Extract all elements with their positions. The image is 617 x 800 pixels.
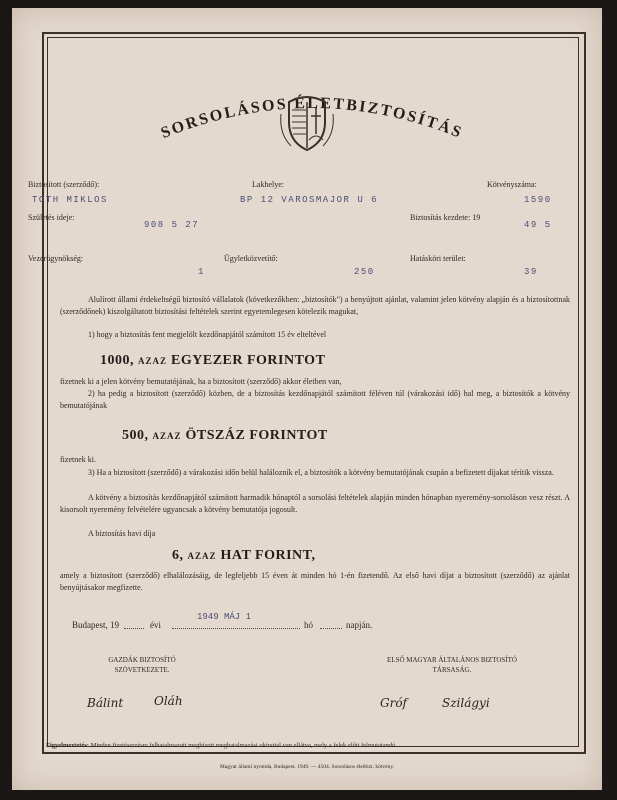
clause-3: 3) Ha a biztosított (szerződő) a várakozási időn belül halálozník el, a biztosítók a kötvény bemutatójának csupán a befizetett díjakat térítik vissza. bbox=[88, 468, 554, 477]
date-stamp: 1949 MÁJ 1 bbox=[197, 612, 252, 622]
month-dots bbox=[172, 628, 300, 629]
birth-year-value: 908 5 27 bbox=[144, 220, 200, 230]
insured-value: TOTH MIKLOS bbox=[32, 195, 108, 205]
year-dots bbox=[124, 628, 144, 629]
residence-value: BP 12 VAROSMAJOR U 6 bbox=[240, 195, 379, 205]
clause-2: 2) ha pedig a biztosított (szerződő) közben, de a biztosítás kezdőnapjától számított féléven túl (várakozási idő) hal meg, a biztosítók a kötvény bemutatójának bbox=[60, 389, 570, 410]
policy-number-value: 1590 bbox=[524, 195, 552, 205]
signatory-left: GAZDÁK BIZTOSÍTÓ SZÖVETKEZETE. bbox=[108, 656, 176, 674]
clause-2b: fizetnek ki. bbox=[60, 455, 96, 464]
monthly-fee-label: A biztosítás havi díja bbox=[88, 529, 156, 538]
clause-1: 1) hogy a biztosítás fent megjelölt kezdőnapjától számított 15 év elteltével bbox=[88, 330, 327, 339]
area-label: Hatásköri terület: bbox=[410, 254, 466, 263]
amount-1-words: EGYEZER FORINTOT bbox=[171, 353, 326, 368]
area-value: 39 bbox=[524, 267, 538, 277]
agent-label: Ügyletközvetítő: bbox=[224, 254, 278, 263]
date-city: Budapest, 19 bbox=[72, 620, 119, 630]
date-month-suffix: hó bbox=[304, 620, 313, 630]
amount-3-words: HAT FORINT, bbox=[220, 548, 316, 563]
signature-left-1: Bálint bbox=[87, 696, 124, 710]
policy-document bbox=[12, 8, 602, 790]
printer-line: Magyar állami nyomda, Budapest. 1949. — 4504. Sorsolásos életbizt. kötvény. bbox=[219, 764, 395, 770]
signature-right-1: Gróf bbox=[380, 696, 407, 710]
amount-2-words: ÖTSZÁZ FORINTOT bbox=[185, 428, 328, 443]
start-label: Biztosítás kezdete: 19 bbox=[410, 213, 481, 222]
amount-1-heading bbox=[100, 353, 325, 369]
date-year-suffix: évi bbox=[150, 620, 161, 630]
warning-label: Figyelmeztetés: bbox=[46, 742, 89, 749]
amount-2-azaz: AZAZ bbox=[152, 431, 182, 441]
clause-1b: fizetnek ki a jelen kötvény bemutatójának, ha a biztosított (szerződő) akkor életben van, bbox=[60, 377, 342, 386]
agency-value: 1 bbox=[198, 267, 205, 277]
amount-3-number: 6, bbox=[172, 548, 184, 563]
warning-line bbox=[46, 742, 397, 749]
amount-2-heading bbox=[122, 428, 328, 444]
warning-text: Minden fizetéserzésre felhatalmazott megbízott meghatalmazási okirattal van ellátva, mely a felek előtt felmutatandó. bbox=[90, 742, 398, 749]
clause-5: amely a biztosított (szerződő) elhalálozásáig, de legfeljebb 15 éven át minden hó 1-én fizetendő. Az első havi díjat a biztosított (szerződő) az ajánlat benyújtásakor megfizette. bbox=[60, 571, 570, 592]
title-text: SORSOLÁSOS ÉLETBIZTOSÍTÁS bbox=[158, 94, 466, 143]
amount-3-heading bbox=[172, 548, 315, 564]
residence-label: Lakhelye: bbox=[252, 180, 284, 189]
amount-3-azaz: AZAZ bbox=[187, 551, 217, 561]
amount-2-number: 500, bbox=[122, 428, 149, 443]
intro-paragraph: Alulírott állami érdekeltségű biztosító vállalatok (következőkben: „biztosítók") a benyújtott ajánlat, valamint jelen kötvény alapján és a biztosítottnak (szerződőnek) kiszolgáltatott biztosítási feltételek szerint egyetemlegesen kötelezik magukat, bbox=[60, 295, 570, 316]
amount-1-azaz: AZAZ bbox=[138, 356, 168, 366]
start-value: 49 5 bbox=[524, 220, 552, 230]
agent-value: 250 bbox=[354, 267, 375, 277]
signatory-right: ELSŐ MAGYAR ÁLTALÁNOS BIZTOSÍTÓ TÁRSASÁG. bbox=[387, 656, 517, 674]
policy-number-label: Kötvényszáma: bbox=[487, 180, 537, 189]
clause-4: A kötvény a biztosítás kezdőnapjától számított harmadik hónaptól a sorsolási feltételek alapján minden hónapban nyeremény-sorsoláson vesz részt. A kisorsolt nyeremény felvételére ugyancsak a kötvény bemutatója jogosult. bbox=[60, 493, 570, 514]
insured-label: Biztosított (szerződő): bbox=[28, 180, 100, 189]
hungarian-coat-of-arms-icon bbox=[277, 94, 337, 154]
signature-left-2: Oláh bbox=[154, 694, 183, 708]
agency-label: Vezérügynökség: bbox=[28, 254, 84, 263]
signature-right-2: Szilágyi bbox=[442, 696, 490, 710]
date-day-suffix: napján. bbox=[346, 620, 373, 630]
day-dots bbox=[320, 628, 342, 629]
amount-1-number: 1000, bbox=[100, 353, 134, 368]
birth-year-label: Születés ideje: bbox=[28, 213, 75, 222]
